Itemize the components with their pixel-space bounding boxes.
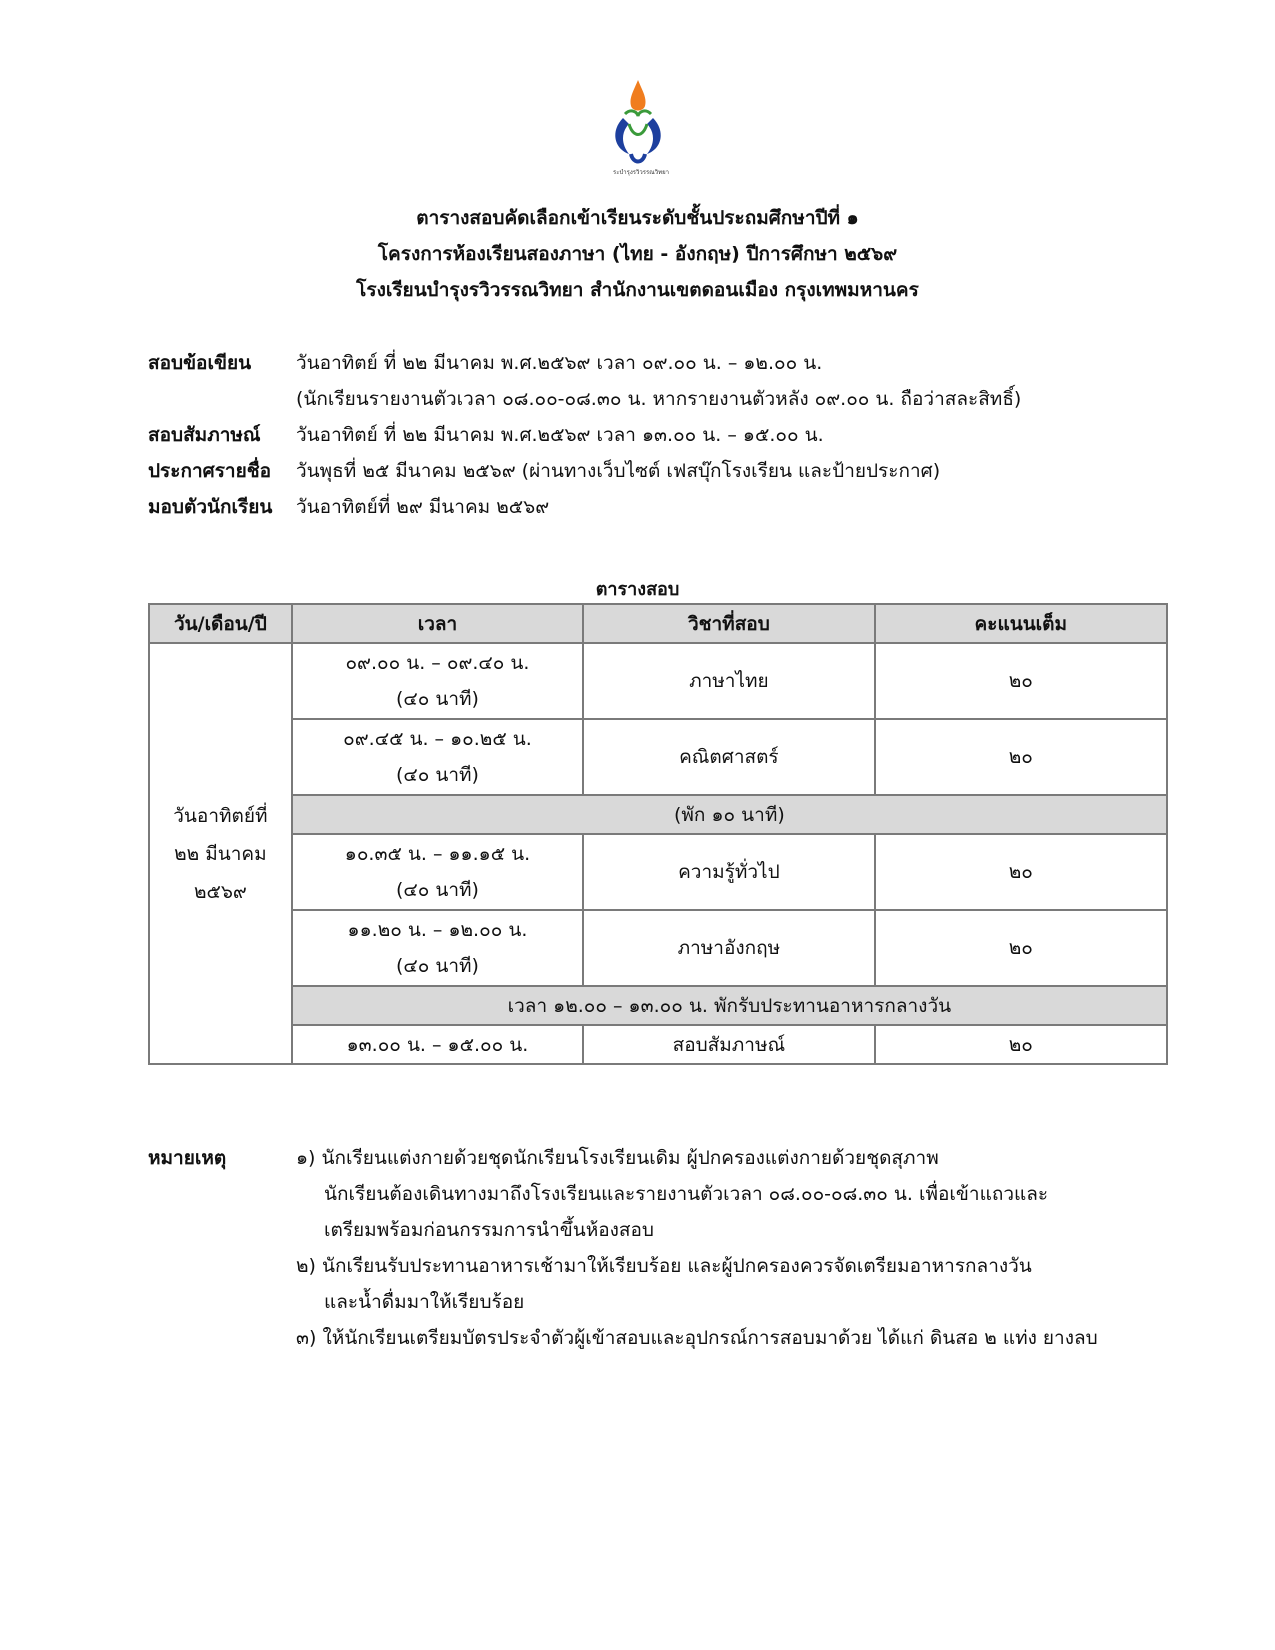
duration: (๔๐ นาที) — [395, 955, 479, 977]
score-cell: ๒๐ — [875, 834, 1167, 910]
document-title — [0, 200, 1275, 308]
time-range: ๑๐.๓๕ น. – ๑๑.๑๕ น. — [344, 843, 531, 865]
time-range: ๑๑.๒๐ น. – ๑๒.๐๐ น. — [347, 919, 528, 941]
title-line-3: โรงเรียนบำรุงรวิวรรณวิทยา สำนักงานเขตดอนเมือง กรุงเทพมหานคร — [356, 279, 919, 301]
remark-text: ๑) นักเรียนแต่งกายด้วยชุดนักเรียนโรงเรียนเดิม ผู้ปกครองแต่งกายด้วยชุดสุภาพ — [296, 1147, 939, 1169]
remark-text: ๒) นักเรียนรับประทานอาหารเช้ามาให้เรียบร้อย และผู้ปกครองควรจัดเตรียมอาหารกลางวัน — [296, 1255, 1032, 1277]
info-interview — [148, 417, 1021, 453]
exam-info — [148, 345, 1021, 525]
remark-item — [296, 1140, 1176, 1248]
title-line-1: ตารางสอบคัดเลือกเข้าเรียนระดับชั้นประถมศึกษาปีที่ ๑ — [416, 207, 859, 229]
time-range: ๐๙.๐๐ น. – ๐๙.๔๐ น. — [345, 652, 530, 674]
time-cell — [292, 910, 583, 986]
date-line: ๒๒ มีนาคม — [174, 842, 267, 865]
info-label: ประกาศรายชื่อ — [148, 460, 272, 482]
subject-cell: ภาษาอังกฤษ — [583, 910, 874, 986]
table-row — [149, 1025, 1167, 1064]
time-cell — [292, 643, 583, 719]
table-row — [149, 643, 1167, 719]
header-score: คะแนนเต็ม — [875, 604, 1167, 643]
info-value: วันอาทิตย์ที่ ๒๙ มีนาคม ๒๕๖๙ — [296, 496, 550, 518]
time-cell — [292, 834, 583, 910]
break-row — [149, 986, 1167, 1025]
info-value: วันอาทิตย์ ที่ ๒๒ มีนาคม พ.ศ.๒๕๖๙ เวลา ๐๙.๐๐ น. – ๑๒.๐๐ น. — [296, 352, 823, 374]
emblem-caption: ระบำรุงรวิวรรณวิทยา — [613, 169, 669, 176]
time-cell — [292, 719, 583, 795]
school-emblem-icon — [603, 78, 693, 178]
header-subject: วิชาที่สอบ — [583, 604, 874, 643]
info-label: สอบข้อเขียน — [148, 352, 252, 374]
info-announcement — [148, 453, 1021, 489]
subject-cell: ความรู้ทั่วไป — [583, 834, 874, 910]
info-value: วันอาทิตย์ ที่ ๒๒ มีนาคม พ.ศ.๒๕๖๙ เวลา ๑๓.๐๐ น. – ๑๕.๐๐ น. — [296, 424, 824, 446]
header-time: เวลา — [292, 604, 583, 643]
remark-continuation: และน้ำดื่มมาให้เรียบร้อย — [324, 1291, 525, 1313]
remarks-list — [296, 1140, 1176, 1356]
remark-item — [296, 1320, 1176, 1356]
header-date: วัน/เดือน/ปี — [149, 604, 292, 643]
remark-continuation: เตรียมพร้อมก่อนกรรมการนำขึ้นห้องสอบ — [324, 1219, 654, 1241]
info-note: (นักเรียนรายงานตัวเวลา ๐๘.๐๐-๐๘.๓๐ น. หากรายงานตัวหลัง ๐๙.๐๐ น. ถือว่าสละสิทธิ์) — [296, 388, 1022, 410]
remark-item — [296, 1248, 1176, 1320]
time-cell: ๑๓.๐๐ น. – ๑๕.๐๐ น. — [292, 1025, 583, 1064]
info-written-exam-note — [148, 381, 1021, 417]
score-cell: ๒๐ — [875, 643, 1167, 719]
info-value: วันพุธที่ ๒๕ มีนาคม ๒๕๖๙ (ผ่านทางเว็บไซต์ เฟสบุ๊กโรงเรียน และป้ายประกาศ) — [296, 460, 941, 482]
lunch-break-cell: เวลา ๑๒.๐๐ – ๑๓.๐๐ น. พักรับประทานอาหารกลางวัน — [292, 986, 1167, 1025]
subject-cell: สอบสัมภาษณ์ — [583, 1025, 874, 1064]
remark-continuation: นักเรียนต้องเดินทางมาถึงโรงเรียนและรายงานตัวเวลา ๐๘.๐๐-๐๘.๓๐ น. เพื่อเข้าแถวและ — [324, 1183, 1049, 1205]
subject-cell: คณิตศาสตร์ — [583, 719, 874, 795]
remark-text: ๓) ให้นักเรียนเตรียมบัตรประจำตัวผู้เข้าสอบและอุปกรณ์การสอบมาด้วย ได้แก่ ดินสอ ๒ แท่ง ยางลบ — [296, 1327, 1098, 1349]
duration: (๔๐ นาที) — [395, 764, 479, 786]
short-break-cell: (พัก ๑๐ นาที) — [292, 795, 1167, 834]
exam-schedule-table — [148, 603, 1168, 1065]
table-header-row — [149, 604, 1167, 643]
duration: (๔๐ นาที) — [395, 879, 479, 901]
score-cell: ๒๐ — [875, 719, 1167, 795]
score-cell: ๒๐ — [875, 1025, 1167, 1064]
table-row — [149, 834, 1167, 910]
table-row — [149, 719, 1167, 795]
title-line-2: โครงการห้องเรียนสองภาษา (ไทย - อังกฤษ) ปีการศึกษา ๒๕๖๙ — [377, 243, 898, 265]
date-line: ๒๕๖๙ — [193, 880, 247, 903]
time-range: ๐๙.๔๕ น. – ๑๐.๒๕ น. — [343, 728, 532, 750]
schedule-caption: ตารางสอบ — [595, 579, 680, 600]
score-cell: ๒๐ — [875, 910, 1167, 986]
date-cell — [149, 643, 292, 1064]
table-row — [149, 910, 1167, 986]
info-report — [148, 489, 1021, 525]
info-label: สอบสัมภาษณ์ — [148, 424, 261, 446]
duration: (๔๐ นาที) — [395, 688, 479, 710]
subject-cell: ภาษาไทย — [583, 643, 874, 719]
break-row — [149, 795, 1167, 834]
info-label: มอบตัวนักเรียน — [148, 496, 273, 518]
info-written-exam — [148, 345, 1021, 381]
date-line: วันอาทิตย์ที่ — [173, 804, 268, 827]
remarks-label: หมายเหตุ — [148, 1147, 227, 1169]
